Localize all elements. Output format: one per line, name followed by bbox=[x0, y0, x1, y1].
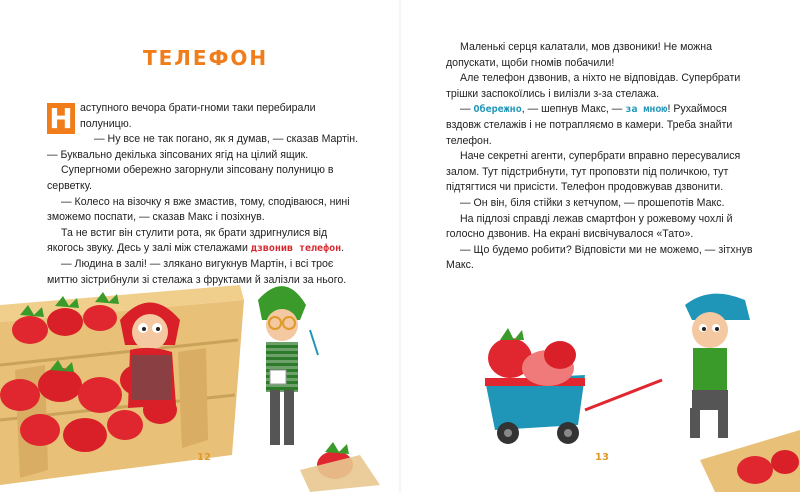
paragraph: Та не встиг він стулити рота, як брати здригнулися від якогось звуку. Десь у залі між стелажами дзвонив телефон. bbox=[47, 226, 345, 255]
gnome-glasses-illustration bbox=[258, 286, 318, 445]
paragraph: На підлозі справді лежав смартфон у рожевому чохлі й голосно дзвонив. На екрані висвічувалося «Тато». bbox=[446, 212, 733, 241]
page-number: 13 bbox=[595, 452, 609, 463]
right-page bbox=[400, 0, 800, 492]
paragraph: Наче секретні агенти, супербрати вправно пересувалися залом. Тут підстрибнути, тут проповзти під поличкою, тут підтягтися чи присісти. Телефон продовжував дзвонити. bbox=[446, 150, 741, 194]
paragraph: — Людина в залі! — злякано вигукнув Мартін, і всі троє миттю зістрибнули зі стелажа з фруктами й залізли за нього. bbox=[47, 257, 347, 286]
paragraph: Н аступного вечора брати-гноми таки перебирали полуницю. bbox=[47, 101, 365, 132]
gnome-max-illustration bbox=[685, 294, 750, 438]
highlighted-phrase: за мною bbox=[625, 104, 668, 116]
drop-cap: Н bbox=[47, 103, 75, 134]
paragraph: Маленькі серця калатали, мов дзвоники! Не можна допускати, щоби гномів побачили! bbox=[446, 41, 713, 69]
chapter-title: ТЕЛЕФОН bbox=[143, 46, 269, 70]
paragraph: — Обережно, — шепнув Макс, — за мною! Рухаймося вздовж стелажів і не потрапляємо в камери. Треба знайти телефон. bbox=[446, 103, 733, 147]
paragraph: — Он він, біля стійки з кетчупом, — прошепотів Макс. bbox=[460, 196, 725, 209]
wagon-strawberries-illustration bbox=[488, 328, 576, 386]
right-illustration bbox=[400, 0, 800, 492]
page-number: 12 bbox=[197, 452, 211, 463]
highlighted-phrase: Обережно bbox=[473, 104, 522, 116]
wagon-illustration bbox=[485, 375, 662, 444]
paragraph: Але телефон дзвонив, а ніхто не відповідав. Супербрати трішки заспокоїлись і вилізли з-за стелажа. bbox=[446, 72, 741, 100]
paragraph: — Що будемо робити? Відповісти ми не можемо, — зітхнув Макс. bbox=[446, 243, 753, 272]
paragraph: Супергноми обережно загорнули зіпсовану полуницю в серветку. bbox=[47, 164, 334, 192]
paragraph: — Ну все не так погано, як я думав, — сказав Мартін. — Буквально декілька зіпсованих ягід на цілий ящик. bbox=[47, 133, 359, 161]
highlighted-phrase: дзвонив телефон bbox=[250, 243, 342, 255]
paragraph: — Колесо на візочку я вже змастив, тому, сподіваюся, нині зможемо поспати, — сказав Макс і позіхнув. bbox=[47, 195, 350, 224]
